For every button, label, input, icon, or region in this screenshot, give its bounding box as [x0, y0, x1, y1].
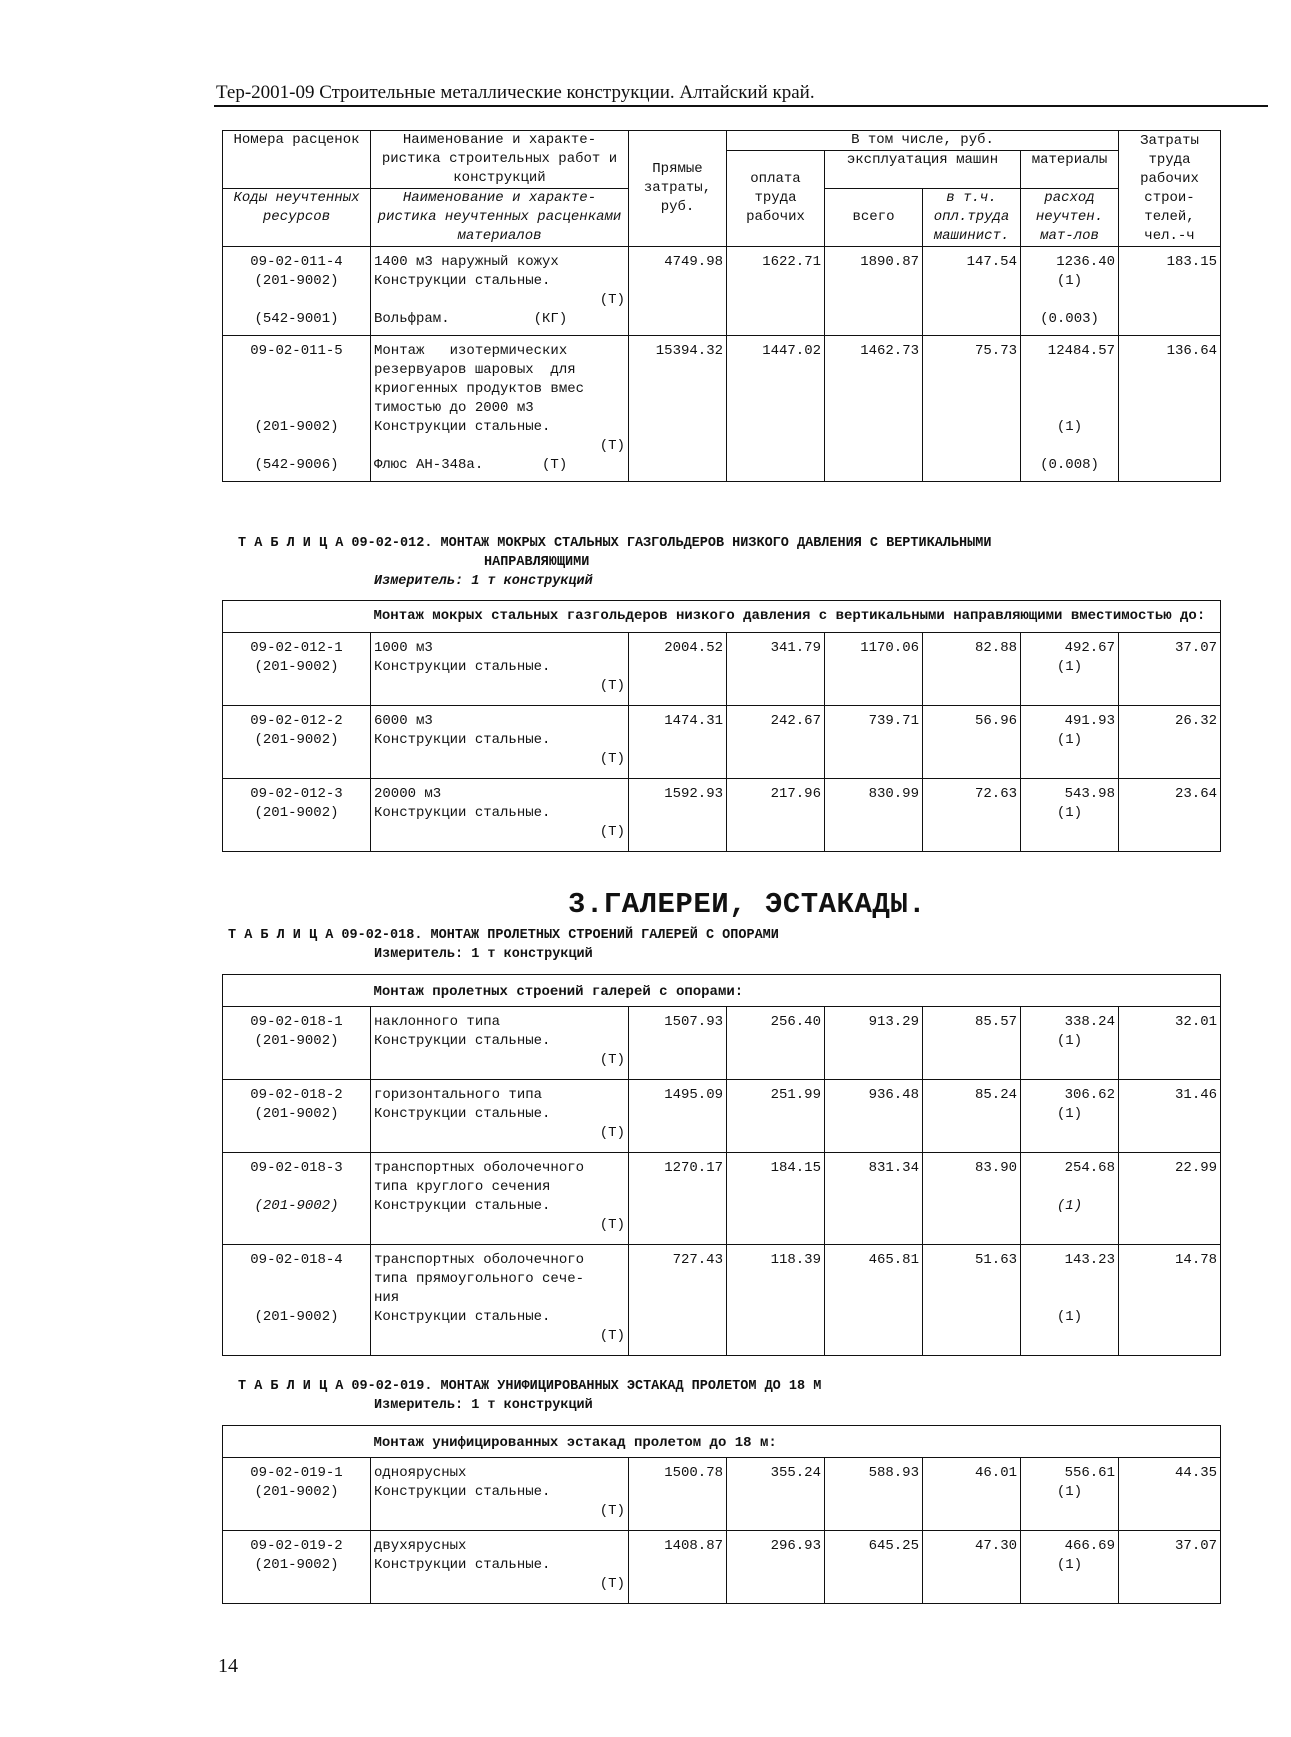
- consumption-value: (1): [1056, 805, 1083, 821]
- col-unaccounted-consumption: расход неучтен. мат-лов: [1021, 189, 1119, 247]
- work-name: транспортных оболочечного: [374, 1160, 585, 1176]
- direct-costs-value: 727.43: [629, 1245, 727, 1356]
- rate-code: 09-02-018-3: [250, 1160, 343, 1176]
- operator-pay-value: 47.30: [923, 1531, 1021, 1604]
- rate-code: 09-02-018-1: [250, 1014, 343, 1030]
- table-018-caption: Т А Б Л И Ц А 09-02-018. МОНТАЖ ПРОЛЕТНЫХ СТРОЕНИЙ ГАЛЕРЕЙ С ОПОРАМИ: [228, 928, 779, 943]
- work-name: ния: [374, 1290, 400, 1306]
- consumption-value: (1): [1056, 1106, 1083, 1122]
- blank-line: [226, 1178, 367, 1197]
- consumption-value: (1): [1056, 659, 1083, 675]
- labor-hours-value: 22.99: [1119, 1153, 1221, 1245]
- resource-code: (201-9002): [254, 1106, 339, 1122]
- consumption-value: (1): [1056, 1198, 1083, 1214]
- operator-pay-value: 85.57: [923, 1007, 1021, 1080]
- resource-code: (201-9002): [254, 1557, 339, 1573]
- unit-label: (Т): [599, 438, 625, 454]
- unit-label: (Т): [599, 751, 625, 767]
- section-title: 3.ГАЛЕРЕИ, ЭСТАКАДЫ.: [568, 888, 927, 921]
- machines-total-value: 913.29: [825, 1007, 923, 1080]
- steel-structures-label: Конструкции стальные.: [374, 273, 551, 289]
- materials-value: 338.24: [1064, 1014, 1115, 1030]
- work-name: 20000 м3: [374, 786, 442, 802]
- direct-costs-value: 1507.93: [629, 1007, 727, 1080]
- blank-line: [226, 361, 367, 380]
- steel-structures-label: Конструкции стальные.: [374, 732, 551, 748]
- labor-pay-value: 118.39: [727, 1245, 825, 1356]
- steel-structures-label: Конструкции стальные.: [374, 1106, 551, 1122]
- table-row: [223, 779, 1221, 852]
- blank-line: [1024, 1289, 1115, 1308]
- resource-code: (201-9002): [254, 1484, 339, 1500]
- labor-hours-value: 31.46: [1119, 1080, 1221, 1153]
- col-labor-pay: оплата труда рабочих: [727, 151, 825, 247]
- rate-code: 09-02-018-4: [250, 1252, 343, 1268]
- col-rate-numbers: Номера расценок: [223, 131, 371, 189]
- direct-costs-value: 4749.98: [629, 247, 727, 336]
- unit-label: (Т): [599, 1328, 625, 1344]
- unit-label: (Т): [599, 824, 625, 840]
- operator-pay-value: 72.63: [923, 779, 1021, 852]
- group-title: Монтаж пролетных строений галерей с опорами:: [371, 975, 1221, 1007]
- measure-label: Измеритель:: [374, 1398, 464, 1413]
- materials-value: 466.69: [1064, 1538, 1115, 1554]
- direct-costs-value: 1270.17: [629, 1153, 727, 1245]
- table-row: [223, 1007, 1221, 1080]
- resource-code: (201-9002): [254, 1198, 339, 1214]
- resource-code: (201-9002): [254, 419, 339, 435]
- operator-pay-value: 51.63: [923, 1245, 1021, 1356]
- steel-structures-label: Конструкции стальные.: [374, 419, 551, 435]
- blank-line: [226, 380, 367, 399]
- measure-label: Измеритель:: [374, 574, 464, 589]
- resource-code: (201-9002): [254, 659, 339, 675]
- labor-hours-value: 183.15: [1119, 247, 1221, 336]
- group-title-row: [223, 975, 1221, 1007]
- work-name: транспортных оболочечного: [374, 1252, 585, 1268]
- work-name: криогенных продуктов вмес: [374, 381, 585, 397]
- work-name: резервуаров шаровых для: [374, 362, 576, 378]
- table-012-caption-cont: НАПРАВЛЯЮЩИМИ: [484, 555, 590, 570]
- table-row: [223, 633, 1221, 706]
- rates-table-012: [222, 600, 1221, 852]
- table-019-measure: [374, 1398, 593, 1413]
- materials-value: 306.62: [1064, 1087, 1115, 1103]
- labor-pay-value: 184.15: [727, 1153, 825, 1245]
- labor-pay-value: 355.24: [727, 1458, 825, 1531]
- labor-pay-value: 341.79: [727, 633, 825, 706]
- machines-total-value: 1170.06: [825, 633, 923, 706]
- table-row: [223, 706, 1221, 779]
- consumption-value: (1): [1056, 732, 1083, 748]
- work-name: двухярусных: [374, 1538, 467, 1554]
- operator-pay-value: 75.73: [923, 336, 1021, 482]
- blank-line: [226, 291, 367, 310]
- operator-pay-value: 147.54: [923, 247, 1021, 336]
- table-row: [223, 1153, 1221, 1245]
- unit-label: (Т): [599, 292, 625, 308]
- steel-structures-label: Конструкции стальные.: [374, 659, 551, 675]
- consumption-value: (1): [1056, 273, 1083, 289]
- machines-total-value: 936.48: [825, 1080, 923, 1153]
- machines-total-value: 830.99: [825, 779, 923, 852]
- col-work-name: Наименование и характе- ристика строительных работ и конструкций: [371, 131, 629, 189]
- rate-code: 09-02-012-2: [250, 713, 343, 729]
- rate-code: 09-02-018-2: [250, 1087, 343, 1103]
- table-012-caption: Т А Б Л И Ц А 09-02-012. МОНТАЖ МОКРЫХ СТАЛЬНЫХ ГАЗГОЛЬДЕРОВ НИЗКОГО ДАВЛЕНИЯ С ВЕРТИКАЛЬНЫМИ: [238, 536, 992, 551]
- blank-line: [1024, 437, 1115, 456]
- blank-line: [226, 399, 367, 418]
- operator-pay-value: 46.01: [923, 1458, 1021, 1531]
- labor-hours-value: 14.78: [1119, 1245, 1221, 1356]
- direct-costs-value: 15394.32: [629, 336, 727, 482]
- materials-value: 556.61: [1064, 1465, 1115, 1481]
- unit-label: (Т): [599, 1217, 625, 1233]
- blank-line: [1024, 380, 1115, 399]
- machines-total-value: 645.25: [825, 1531, 923, 1604]
- work-name: 1000 м3: [374, 640, 433, 656]
- unit-label: (Т): [599, 1125, 625, 1141]
- operator-pay-value: 85.24: [923, 1080, 1021, 1153]
- header-rule: [214, 105, 1268, 107]
- direct-costs-value: 1408.87: [629, 1531, 727, 1604]
- measure-label: Измеритель:: [374, 947, 464, 962]
- rate-code: 09-02-012-1: [250, 640, 343, 656]
- operator-pay-value: 56.96: [923, 706, 1021, 779]
- labor-hours-value: 32.01: [1119, 1007, 1221, 1080]
- materials-value: 12484.57: [1047, 343, 1116, 359]
- steel-structures-label: Конструкции стальные.: [374, 805, 551, 821]
- measure-value: 1 т конструкций: [471, 947, 593, 962]
- resource-code: (201-9002): [254, 273, 339, 289]
- table-012-measure: [374, 574, 593, 589]
- col-machine-operation: эксплуатация машин: [825, 151, 1021, 189]
- page-header-title: Тер-2001-09 Строительные металлические конструкции. Алтайский край.: [216, 82, 815, 103]
- group-title: Монтаж унифицированных эстакад пролетом до 18 м:: [371, 1426, 1221, 1458]
- table-row: [223, 1458, 1221, 1531]
- unit-label: (Т): [599, 1576, 625, 1592]
- col-materials: материалы: [1021, 151, 1119, 189]
- labor-pay-value: 242.67: [727, 706, 825, 779]
- materials-value: 254.68: [1064, 1160, 1115, 1176]
- table-row: [223, 1531, 1221, 1604]
- group-title: Монтаж мокрых стальных газгольдеров низкого давления с вертикальными направляющими вместимостью до:: [371, 601, 1221, 633]
- consumption-value: (1): [1056, 1309, 1083, 1325]
- col-labor-costs: Затраты труда рабочих строи- телей, чел.-ч: [1119, 131, 1221, 247]
- consumption-value: (0.008): [1040, 457, 1099, 473]
- work-name: наклонного типа: [374, 1014, 501, 1030]
- blank-line: [1024, 1178, 1115, 1197]
- steel-structures-label: Конструкции стальные.: [374, 1033, 551, 1049]
- labor-pay-value: 1447.02: [727, 336, 825, 482]
- group-title-row: [223, 601, 1221, 633]
- col-total: всего: [825, 189, 923, 247]
- labor-hours-value: 37.07: [1119, 1531, 1221, 1604]
- table-row: [223, 1245, 1221, 1356]
- machines-total-value: 831.34: [825, 1153, 923, 1245]
- machines-total-value: 739.71: [825, 706, 923, 779]
- resource-code: (201-9002): [254, 805, 339, 821]
- consumption-value: (1): [1056, 1033, 1083, 1049]
- work-name: горизонтального типа: [374, 1087, 543, 1103]
- machines-total-value: 1890.87: [825, 247, 923, 336]
- labor-hours-value: 44.35: [1119, 1458, 1221, 1531]
- direct-costs-value: 1500.78: [629, 1458, 727, 1531]
- blank-line: [1024, 1270, 1115, 1289]
- machines-total-value: 1462.73: [825, 336, 923, 482]
- blank-line: [1024, 291, 1115, 310]
- col-including: В том числе, руб.: [727, 131, 1119, 151]
- operator-pay-value: 82.88: [923, 633, 1021, 706]
- blank-line: [226, 1270, 367, 1289]
- rate-code: 09-02-019-1: [250, 1465, 343, 1481]
- table-row: [223, 336, 1221, 482]
- rate-code: 09-02-011-5: [250, 343, 343, 359]
- labor-pay-value: 1622.71: [727, 247, 825, 336]
- col-incl-operator-pay: в т.ч. опл.труда машинист.: [923, 189, 1021, 247]
- labor-hours-value: 26.32: [1119, 706, 1221, 779]
- unit-label: (Т): [599, 1052, 625, 1068]
- col-direct-costs: Прямые затраты, руб.: [629, 131, 727, 247]
- rate-code: 09-02-011-4: [250, 254, 343, 270]
- unit-label: (Т): [599, 678, 625, 694]
- work-name: типа прямоугольного сече-: [374, 1271, 585, 1287]
- col-unaccounted-name: Наименование и характе- ристика неучтенных расценками материалов: [371, 189, 629, 247]
- labor-pay-value: 296.93: [727, 1531, 825, 1604]
- work-name: типа круглого сечения: [374, 1179, 551, 1195]
- col-unaccounted-codes: Коды неучтенных ресурсов: [223, 189, 371, 247]
- rate-code: 09-02-019-2: [250, 1538, 343, 1554]
- materials-value: 1236.40: [1056, 254, 1116, 270]
- steel-structures-label: Конструкции стальные.: [374, 1309, 551, 1325]
- rates-table-018: [222, 974, 1221, 1356]
- table-019-caption: Т А Б Л И Ц А 09-02-019. МОНТАЖ УНИФИЦИРОВАННЫХ ЭСТАКАД ПРОЛЕТОМ ДО 18 М: [238, 1379, 822, 1394]
- work-name: одноярусных: [374, 1465, 467, 1481]
- table-header-row-1: [223, 131, 1221, 151]
- materials-value: 543.98: [1064, 786, 1115, 802]
- consumption-value: (1): [1056, 1557, 1083, 1573]
- resource-code: (201-9002): [254, 1033, 339, 1049]
- steel-structures-label: Конструкции стальные.: [374, 1484, 551, 1500]
- direct-costs-value: 1592.93: [629, 779, 727, 852]
- resource-code: (542-9001): [254, 311, 339, 327]
- labor-hours-value: 23.64: [1119, 779, 1221, 852]
- blank-line: [1024, 399, 1115, 418]
- work-name: 6000 м3: [374, 713, 433, 729]
- resource-code: (201-9002): [254, 1309, 339, 1325]
- consumption-value: (0.003): [1040, 311, 1099, 327]
- labor-hours-value: 37.07: [1119, 633, 1221, 706]
- work-name: Монтаж изотермических: [374, 343, 568, 359]
- materials-value: 492.67: [1064, 640, 1115, 656]
- labor-pay-value: 251.99: [727, 1080, 825, 1153]
- machines-total-value: 588.93: [825, 1458, 923, 1531]
- labor-pay-value: 217.96: [727, 779, 825, 852]
- measure-value: 1 т конструкций: [471, 574, 593, 589]
- labor-pay-value: 256.40: [727, 1007, 825, 1080]
- blank-line: [226, 437, 367, 456]
- page-number: 14: [218, 1655, 238, 1677]
- work-name: тимостью до 2000 м3: [374, 400, 534, 416]
- material-name: Вольфрам. (КГ): [374, 311, 568, 327]
- material-name: Флюс АН-348а. (Т): [374, 457, 568, 473]
- direct-costs-value: 2004.52: [629, 633, 727, 706]
- steel-structures-label: Конструкции стальные.: [374, 1557, 551, 1573]
- measure-value: 1 т конструкций: [471, 1398, 593, 1413]
- materials-value: 491.93: [1064, 713, 1115, 729]
- consumption-value: (1): [1056, 419, 1083, 435]
- direct-costs-value: 1495.09: [629, 1080, 727, 1153]
- resource-code: (201-9002): [254, 732, 339, 748]
- rates-table-011: [222, 130, 1221, 482]
- work-name: 1400 м3 наружный кожух: [374, 254, 559, 270]
- steel-structures-label: Конструкции стальные.: [374, 1198, 551, 1214]
- machines-total-value: 465.81: [825, 1245, 923, 1356]
- table-018-measure: [374, 947, 593, 962]
- materials-value: 143.23: [1064, 1252, 1115, 1268]
- table-row: [223, 247, 1221, 336]
- rates-table-019: [222, 1425, 1221, 1604]
- blank-line: [226, 1289, 367, 1308]
- resource-code: (542-9006): [254, 457, 339, 473]
- group-title-row: [223, 1426, 1221, 1458]
- rate-code: 09-02-012-3: [250, 786, 343, 802]
- operator-pay-value: 83.90: [923, 1153, 1021, 1245]
- consumption-value: (1): [1056, 1484, 1083, 1500]
- unit-label: (Т): [599, 1503, 625, 1519]
- table-row: [223, 1080, 1221, 1153]
- labor-hours-value: 136.64: [1119, 336, 1221, 482]
- blank-line: [1024, 361, 1115, 380]
- direct-costs-value: 1474.31: [629, 706, 727, 779]
